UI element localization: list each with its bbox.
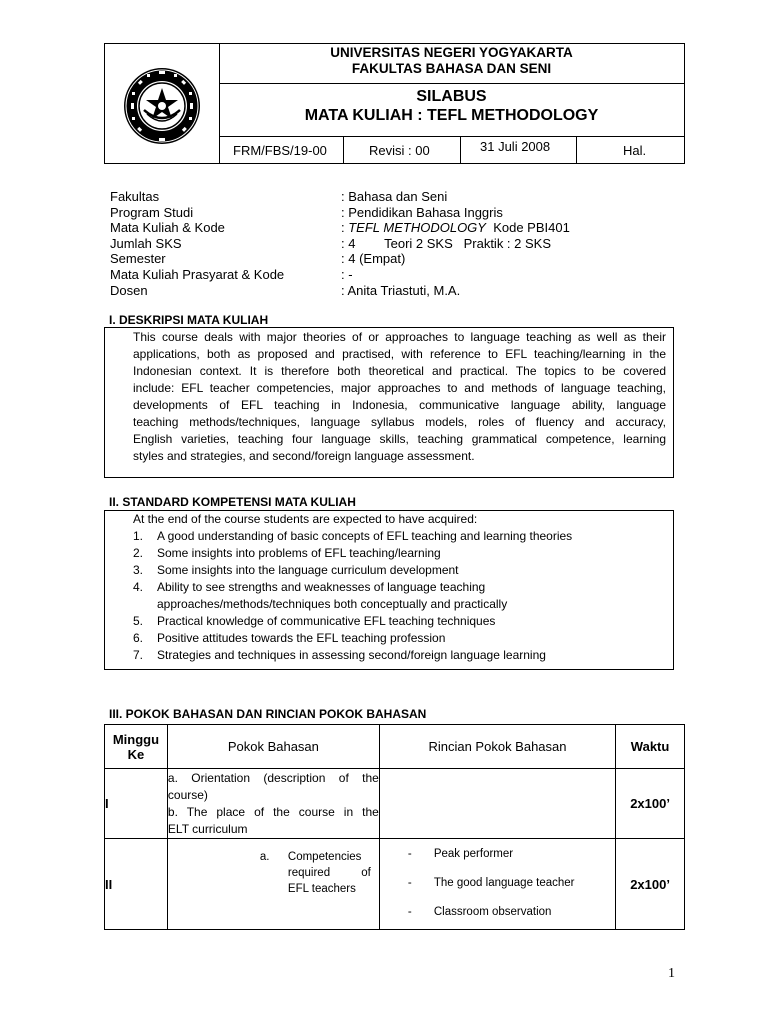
description-line: Indonesian context. It is therefore both theoretical and practical. The topics to be covered [133,364,666,378]
revision: Revisi : 00 [369,143,430,158]
list-item [133,630,673,647]
header-week-line: Ke [127,746,145,762]
info-label: Semester [110,251,166,267]
header-topic: Pokok Bahasan [167,725,379,769]
item-text: Positive attitudes towards the EFL teaching profession [157,631,446,645]
table-row [105,769,685,839]
header-detail: Rincian Pokok Bahasan [379,725,615,769]
list-item [133,596,673,613]
document-title [219,87,684,125]
dash-marker: - [407,876,412,889]
topic-cell [167,839,379,930]
item-number: 6. [133,631,144,645]
description-line: styles and strategies, and second/foreign language assessment. [133,449,475,463]
info-label: Jumlah SKS [110,235,182,251]
table-header-row [105,725,685,769]
week-cell: I [105,769,168,839]
divider [460,136,461,163]
info-value: : Pendidikan Bahasa Inggris [341,204,503,220]
divider [219,83,684,84]
item-number: 3. [133,563,144,577]
info-value: : Bahasa dan Seni [341,189,448,204]
item-text: Ability to see strengths and weaknesses of language teaching [157,580,486,594]
topic-line: a. Orientation (description of the [167,770,379,785]
item-number: 2. [133,546,144,560]
detail-item [380,839,615,868]
info-value: : Anita Triastuti, M.A. [341,282,461,298]
topic-line: course) [167,787,208,802]
course-code: Kode PBI401 [485,220,570,236]
item-text: approaches/methods/techniques both conceptually and practically [157,597,508,611]
item-number: 1. [133,529,144,543]
page-label: Hal. [623,143,647,158]
list-item [133,613,673,630]
topics-table [104,724,685,930]
topic-cell [167,769,379,839]
document-header [104,43,685,164]
description-line: English varieties, teaching four language skills, teaching grammatical competence, learning [133,432,666,446]
detail-text: The good language teacher [433,876,575,889]
time-cell: 2x100’ [616,839,685,930]
list-item [133,579,673,596]
section-title: I. DESKRIPSI MATA KULIAH [109,313,269,327]
header-time: Waktu [616,725,685,769]
info-row [110,251,570,267]
info-row [110,220,570,236]
dash-marker: - [407,847,412,860]
divider [343,136,344,163]
faculty-name: FAKULTAS BAHASA DAN SENI [351,61,552,76]
item-number: 5. [133,614,144,628]
description-text [105,328,673,465]
header-week [105,725,168,769]
sub-topic-text [288,849,379,897]
info-label: Program Studi [110,204,194,220]
competency-intro: At the end of the course students are expected to have acquired: [133,512,478,526]
time-cell: 2x100’ [616,769,685,839]
dash-marker: - [407,905,412,918]
item-text: Some insights into the language curriculum development [157,563,459,577]
competency-box [104,510,674,670]
info-label: Fakultas [110,189,160,204]
section-title: II. STANDARD KOMPETENSI MATA KULIAH [109,495,356,509]
table-row [105,839,685,930]
course-title: MATA KULIAH : TEFL METHODOLOGY [304,107,599,124]
competency-list [105,511,673,664]
info-value-prefix: : [341,220,349,236]
sub-topic-line: Competencies required of [287,851,371,879]
info-row [110,267,570,283]
description-box [104,327,674,478]
sub-topic [168,849,379,897]
detail-item [380,868,615,897]
info-value [341,220,570,236]
description-line: include: EFL teacher competencies, major approaches to and methods of language teaching, [133,381,666,395]
section-title: III. POKOK BAHASAN DAN RINCIAN POKOK BAHASAN [109,707,427,721]
detail-item [380,897,615,926]
course-name-italic: TEFL METHODOLOGY [348,220,486,236]
competency-items [133,528,673,664]
doc-type: SILABUS [416,88,487,105]
item-number: 7. [133,648,144,662]
info-row [110,283,570,299]
info-row [110,236,570,252]
info-label: Mata Kuliah Prasyarat & Kode [110,266,285,282]
item-text: Some insights into problems of EFL teaching/learning [157,546,441,560]
detail-cell [379,769,615,839]
topic-line: b. The place of the course in the [167,804,379,819]
divider [219,136,684,137]
info-value: : 4 (Empat) [341,251,406,267]
institution-name [219,45,684,77]
course-info [110,189,570,298]
detail-cell [379,839,615,930]
item-number: 4. [133,580,144,594]
list-item [133,647,673,664]
info-value: : - [341,266,353,282]
description-line: teaching methods/techniques, language syllabus models, roles of fluency and accuracy, [133,415,666,429]
list-item [133,545,673,562]
topic-line: ELT curriculum [167,821,248,836]
form-code: FRM/FBS/19-00 [233,143,327,158]
description-line: developments of EFL teaching in Indonesia, communicative language ability, language [133,398,666,412]
sub-topic-marker: a. [259,851,270,863]
university-name: UNIVERSITAS NEGERI YOGYAKARTA [330,45,573,60]
detail-text: Classroom observation [433,905,552,918]
list-item [133,562,673,579]
description-line: applications, both as proposed and practised, with reference to EFL teaching/learning in the [133,347,666,361]
date: 31 Juli 2008 [480,139,551,154]
description-line: This course deals with major theories of or approaches to language teaching as well as their [133,330,666,344]
item-text: A good understanding of basic concepts of EFL teaching and learning theories [157,529,573,543]
info-row [110,189,570,205]
info-row [110,205,570,221]
info-value: : 4 Teori 2 SKS Praktik : 2 SKS [341,235,552,251]
item-text: Strategies and techniques in assessing second/foreign language learning [157,648,546,662]
page-number: 1 [668,966,675,981]
university-logo [122,66,202,146]
item-number [133,596,157,613]
info-label: Mata Kuliah & Kode [110,220,225,236]
header-week-line: Minggu [112,731,160,747]
list-item [133,528,673,545]
item-text: Practical knowledge of communicative EFL teaching techniques [157,614,496,628]
sub-topic-line: EFL teachers [287,883,356,895]
info-label: Dosen [110,282,148,298]
week-cell: II [105,839,168,930]
detail-text: Peak performer [433,847,514,860]
divider [576,136,577,163]
